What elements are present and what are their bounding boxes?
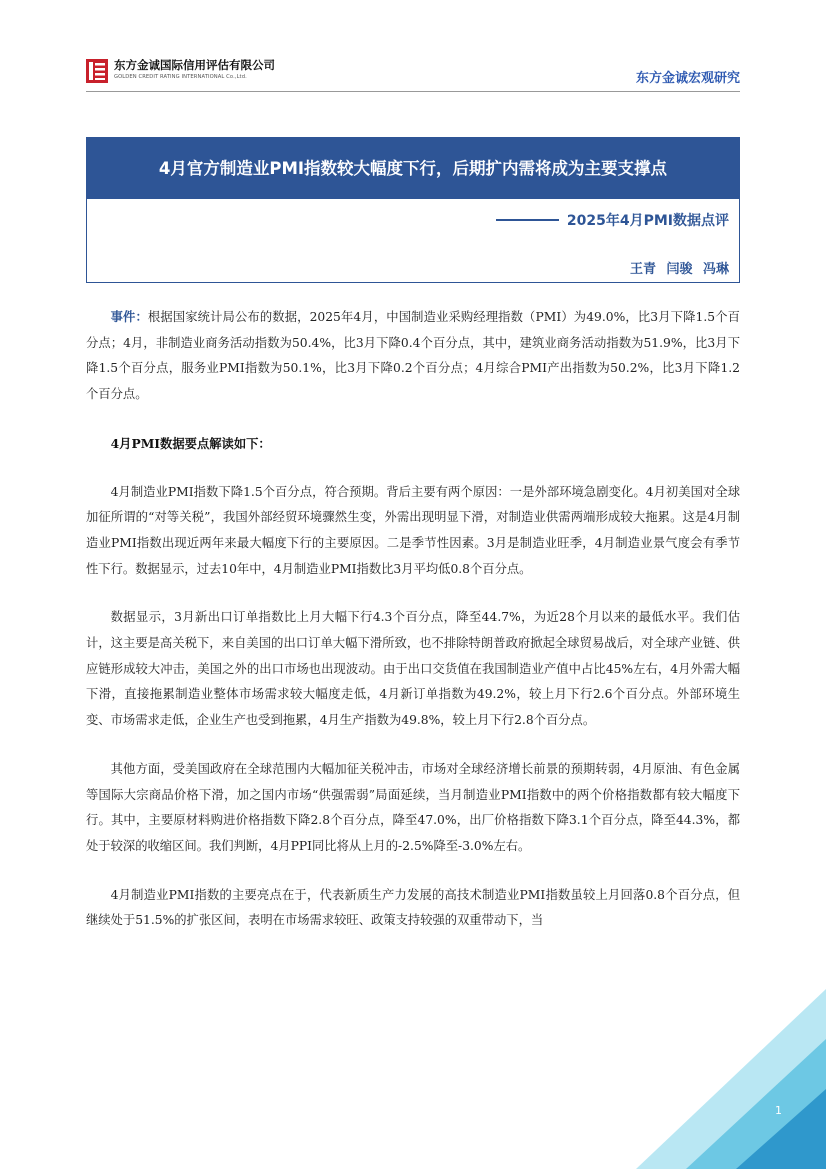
page-header (86, 55, 740, 89)
body-paragraph-3: 其他方面，受美国政府在全球范围内大幅加征关税冲击，市场对全球经济增长前景的预期转弱，4月原油、有色金属等国际大宗商品价格下滑，加之国内市场“供强需弱”局面延续，当月制造业PMI指数中的两个价格指数都有较大幅度下行。其中，主要原材料购进价格指数下降2.8个百分点，降至47.0%，出厂价格指数下降3.1个百分点，降至44.3%，都处于较深的收缩区间。我们判断，4月PPI同比将从上月的-2.5%降至-3.0%左右。 (86, 761, 740, 853)
subtitle-dash (496, 219, 559, 221)
event-paragraph (86, 304, 740, 408)
report-authors: 王青 闫骏 冯琳 (629, 262, 729, 277)
body-paragraph-2: 数据显示，3月新出口订单指数比上月大幅下行4.3个百分点，降至44.7%，为近28个月以来的最低水平。我们估计，这主要是高关税下，来自美国的出口订单大幅下滑所致，也不排除特朗普政府掀起全球贸易战后，对全球产业链、供应链形成较大冲击，美国之外的出口市场也出现波动。由于出口交货值在我国制造业产值中占比45%左右，4月外需大幅下滑，直接拖累制造业整体市场需求较大幅度走低，4月新订单指数为49.2%，较上月下行2.6个百分点。外部环境生变、市场需求走低，企业生产也受到拖累，4月生产指数为49.8%，较上月下行2.8个百分点。 (86, 610, 740, 728)
brand-label: 东方金诚宏观研究 (635, 71, 740, 86)
company-name-en: GOLDEN CREDIT RATING INTERNATIONAL Co.,Ltd. (114, 74, 247, 80)
body-paragraph-1: 4月制造业PMI指数下降1.5个百分点，符合预期。背后主要有两个原因：一是外部环境急剧变化。4月初美国对全球加征所谓的“对等关税”，我国外部经贸环境骤然生变，外需出现明显下滑，对制造业供需两端形成较大拖累。这是4月制造业PMI指数出现近两年来最大幅度下行的主要原因。二是季节性因素。3月是制造业旺季，4月制造业景气度会有季节性下行。数据显示，过去10年中，4月制造业PMI指数比3月平均低0.8个百分点。 (86, 484, 740, 576)
page-number: 1 (775, 1104, 782, 1117)
event-label: 事件： (110, 309, 148, 324)
subtitle-row (496, 209, 729, 233)
report-body (86, 304, 740, 957)
report-subtitle: 2025年4月PMI数据点评 (566, 212, 729, 229)
corner-decoration (606, 929, 826, 1169)
event-text: 根据国家统计局公布的数据，2025年4月，中国制造业采购经理指数（PMI）为49.0%，比3月下降1.5个百分点；4月，非制造业商务活动指数为50.4%，比3月下降0.4个百分点，其中，建筑业商务活动指数为51.9%，比3月下降1.5个百分点，服务业PMI指数为50.1%，比3月下降0.2个百分点；4月综合PMI产出指数为50.2%，比3月下降1.2个百分点。 (86, 310, 740, 402)
golden-credit-logo-icon (86, 59, 108, 83)
company-name-cn: 东方金诚国际信用评估有限公司 (114, 58, 275, 72)
section-heading: 4月PMI数据要点解读如下： (110, 435, 271, 451)
report-title: 4月官方制造业PMI指数较大幅度下行，后期扩内需将成为主要支撑点 (158, 159, 668, 178)
body-paragraph-4: 4月制造业PMI指数的主要亮点在于，代表新质生产力发展的高技术制造业PMI指数虽较上月回落0.8个百分点，但继续处于51.5%的扩张区间，表明在市场需求较旺、政策支持较强的双重带动下，当 (86, 887, 740, 928)
header-divider (86, 91, 740, 92)
title-block (86, 137, 740, 283)
